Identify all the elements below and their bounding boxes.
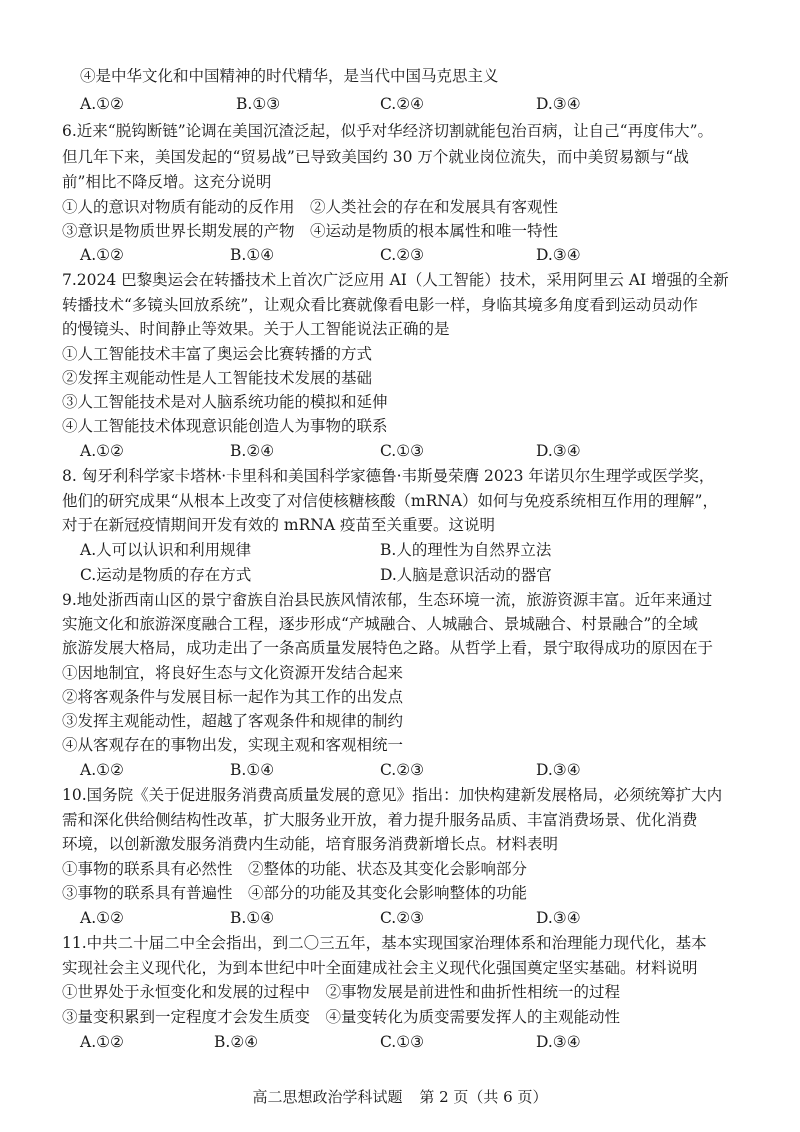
q11-option-d: D.③④ — [536, 1033, 581, 1051]
q7-stem-line-3: 的慢镜头、时间静止等效果。关于人工智能说法正确的是 — [62, 320, 450, 338]
q6-stem-line-1: 6.近来“脱钩断链”论调在美国沉渣泛起，似乎对华经济切割就能包治百病，让自己“再度伟大”。 — [62, 122, 713, 140]
q7-options — [80, 439, 780, 463]
q7-stem-line-2: 转播技术“多镜头回放系统”，让观众看比赛就像看电影一样，身临其境多角度看到运动员动作 — [62, 296, 698, 314]
q9-statement-2: ②将客观条件与发展目标一起作为其工作的出发点 — [62, 688, 404, 706]
q7-statement-4: ④人工智能技术体现意识能创造人为事物的联系 — [62, 417, 388, 435]
q10-stem-line-1: 10.国务院《关于促进服务消费高质量发展的意见》指出：加快构建新发展格局，必须统筹扩大内 — [62, 786, 723, 804]
q5-option-c: C.②④ — [380, 95, 425, 113]
q6-option-a: A.①② — [80, 246, 124, 264]
page-footer — [0, 1086, 800, 1107]
q7-option-c: C.①③ — [380, 442, 425, 460]
q7-statement-2: ②发挥主观能动性是人工智能技术发展的基础 — [62, 369, 373, 387]
q10-option-b: B.①④ — [230, 909, 275, 927]
q10-option-d: D.③④ — [536, 909, 581, 927]
q10-option-a: A.①② — [80, 909, 124, 927]
q11-statements-3-4: ③量变积累到一定程度才会发生质变 ④量变转化为质变需要发挥人的主观能动性 — [62, 1008, 621, 1026]
q8-options-row-2 — [80, 563, 780, 587]
q5-statement-4: ④是中华文化和中国精神的时代精华，是当代中国马克思主义 — [80, 67, 499, 85]
q6-option-d: D.③④ — [536, 246, 581, 264]
q6-statements-1-2: ①人的意识对物质有能动的反作用 ②人类社会的存在和发展具有客观性 — [62, 198, 559, 216]
q9-statement-4: ④从客观存在的事物出发，实现主观和客观相统一 — [62, 736, 404, 754]
q8-option-c: C.运动是物质的存在方式 — [80, 566, 252, 584]
q6-stem-line-2: 但几年下来，美国发起的“贸易战”已导致美国约 30 万个就业岗位流失，而中美贸易额与“战 — [62, 148, 689, 166]
q9-stem-line-1: 9.地处浙西南山区的景宁畲族自治县民族风情浓郁，生态环境一流，旅游资源丰富。近年来通过 — [62, 591, 713, 609]
q6-stem-line-3: 前”相比不降反增。这充分说明 — [62, 173, 272, 191]
q6-statements-3-4: ③意识是物质世界长期发展的产物 ④运动是物质的根本属性和唯一特性 — [62, 222, 559, 240]
q9-options — [80, 758, 780, 782]
q9-option-c: C.②③ — [380, 761, 425, 779]
footer-subject: 高二思想政治学科试题 — [252, 1088, 403, 1106]
q5-options — [80, 92, 780, 116]
q7-option-b: B.②④ — [230, 442, 275, 460]
q10-option-c: C.②③ — [380, 909, 425, 927]
q11-options — [80, 1030, 780, 1054]
footer-page-number: 第 2 页（共 6 页） — [419, 1088, 548, 1106]
q9-stem-line-3: 旅游发展大格局，成功走出了一条高质量发展特色之路。从哲学上看，景宁取得成功的原因在于 — [62, 639, 714, 657]
q10-options — [80, 906, 780, 930]
q5-option-b: B.①③ — [236, 95, 281, 113]
q7-statement-1: ①人工智能技术丰富了奥运会比赛转播的方式 — [62, 345, 373, 363]
q8-option-d: D.人脑是意识活动的器官 — [380, 566, 552, 584]
q7-statement-3: ③人工智能技术是对人脑系统功能的模拟和延伸 — [62, 393, 388, 411]
q11-option-b: B.②④ — [214, 1033, 259, 1051]
q7-stem-line-1: 7.2024 巴黎奥运会在转播技术上首次广泛应用 AI（人工智能）技术，采用阿里云 AI 增强的全新 — [62, 271, 729, 289]
q8-option-a: A.人可以认识和利用规律 — [80, 541, 252, 559]
q5-option-a: A.①② — [80, 95, 124, 113]
q9-option-b: B.①④ — [230, 761, 275, 779]
q9-option-d: D.③④ — [536, 761, 581, 779]
q11-stem-line-1: 11.中共二十届二中全会指出，到二〇三五年，基本实现国家治理体系和治理能力现代化，基本 — [62, 934, 707, 952]
q11-option-c: C.①③ — [380, 1033, 425, 1051]
q8-stem-line-1: 8. 匈牙利科学家卡塔林·卡里科和美国科学家德鲁·韦斯曼荣膺 2023 年诺贝尔生理学或医学奖， — [62, 467, 715, 485]
q8-options-row-1 — [80, 538, 780, 562]
q6-options — [80, 243, 780, 267]
q6-option-c: C.②③ — [380, 246, 425, 264]
q7-option-d: D.③④ — [536, 442, 581, 460]
q11-option-a: A.①② — [80, 1033, 124, 1051]
q8-stem-line-3: 对于在新冠疫情期间开发有效的 mRNA 疫苗至关重要。这说明 — [62, 516, 495, 534]
q10-stem-line-3: 环境，以创新激发服务消费内生动能，培育服务消费新增长点。材料表明 — [62, 835, 559, 853]
q11-statements-1-2: ①世界处于永恒变化和发展的过程中 ②事物发展是前进性和曲折性相统一的过程 — [62, 983, 621, 1001]
q7-option-a: A.①② — [80, 442, 124, 460]
q11-stem-line-2: 实现社会主义现代化，为到本世纪中叶全面建成社会主义现代化强国奠定坚实基础。材料说明 — [62, 959, 698, 977]
q8-stem-line-2: 他们的研究成果“从根本上改变了对信使核糖核酸（mRNA）如何与免疫系统相互作用的理解”， — [62, 492, 718, 510]
q9-statement-1: ①因地制宜，将良好生态与文化资源开发结合起来 — [62, 664, 404, 682]
q10-statements-1-2: ①事物的联系具有必然性 ②整体的功能、状态及其变化会影响部分 — [62, 860, 528, 878]
q9-statement-3: ③发挥主观能动性，超越了客观条件和规律的制约 — [62, 712, 404, 730]
q8-option-b: B.人的理性为自然界立法 — [380, 541, 552, 559]
q5-option-d: D.③④ — [536, 95, 581, 113]
q6-option-b: B.①④ — [230, 246, 275, 264]
q10-stem-line-2: 需和深化供给侧结构性改革，扩大服务业开放，着力提升服务品质、丰富消费场景、优化消费 — [62, 811, 698, 829]
q10-statements-3-4: ③事物的联系具有普遍性 ④部分的功能及其变化会影响整体的功能 — [62, 884, 528, 902]
q9-option-a: A.①② — [80, 761, 124, 779]
q9-stem-line-2: 实施文化和旅游深度融合工程，逐步形成“产城融合、人城融合、景城融合、村景融合”的全域 — [62, 615, 698, 633]
